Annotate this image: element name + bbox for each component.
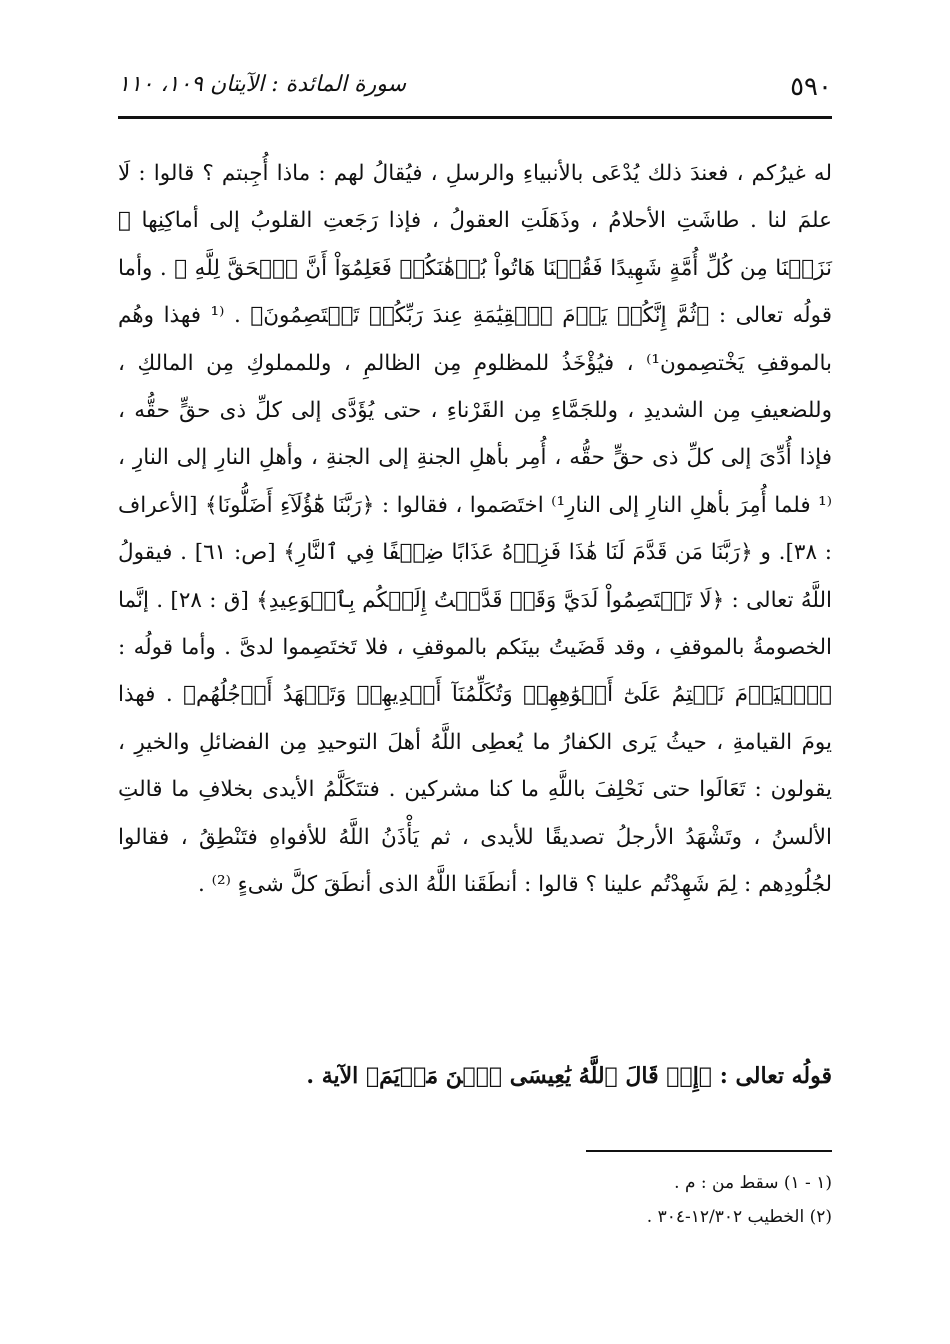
page-header xyxy=(118,62,832,114)
footnote-divider xyxy=(586,1150,832,1152)
footnote-2: (٢) الخطيب ١٢/٣٠٢-٣٠٤ . xyxy=(646,1207,832,1227)
footnote-1: (١ - ١) سقط من : م . xyxy=(674,1173,832,1193)
verse-heading xyxy=(118,1052,832,1100)
body-paragraph: له غيرُكم ، فعندَ ذلك يُدْعَى بالأنبياءِ والرسلِ ، فيُقالُ لهم : ماذا أُجِبتم ؟ قالوا : لَا علمَ لنا . طاشَتِ الأحلامُ ، وذَهَلَتِ العقولُ ، فإذا رَجَعتِ القلوبُ إلى أماكِنِها ﴿ نَزَعۡنَا مِن كُلِّ أُمَّةٍ شَهِيدًا فَقُلۡنَا هَاتُواْ بُرۡهَٰنَكُمۡ فَعَلِمُوٓاْ أَنَّ ٱلۡحَقَّ لِلَّهِ ﴾ . وأما قولُه تعالى : ﴿ثُمَّ إِنَّكُمۡ يَوۡمَ ٱلۡقِيَٰمَةِ عِندَ رَبِّكُمۡ تَخۡتَصِمُونَ﴾ . ⁽¹ فهذا وهُم بالموقفِ يَخْتصِمون¹⁾ ، فيُؤْخَذُ للمظلومِ مِن الظالمِ ، وللمملوكِ مِن المالكِ ، وللضعيفِ مِن الشديدِ ، وللجَمَّاءِ مِن القَرْناءِ ، حتى يُؤَدَّى إلى كلِّ ذى حقٍّ حقُّه ، فإذا أُدِّىَ إلى كلِّ ذى حقٍّ حقُّه ، أُمِر بأهلِ الجنةِ إلى الجنةِ ، وأهلِ النارِ إلى النارِ ، ⁽¹ فلما أُمِرَ بأهلِ النارِ إلى النارِ¹⁾ اختَصَموا ، فقالوا : ﴿رَبَّنَا هَٰٓؤُلَآءِ أَضَلُّونَا﴾ [الأعراف : ٣٨]. و ﴿رَبَّنَا مَن قَدَّمَ لَنَا هَٰذَا فَزِدۡهُ عَذَابًا ضِعۡفًا فِي ٱلنَّارِ﴾ [ص: ٦١] . فيقولُ اللَّهُ تعالى : ﴿لَا تَخۡتَصِمُواْ لَدَيَّ وَقَدۡ قَدَّمۡتُ إِلَيۡكُم بِٱلۡوَعِيدِ﴾ [ق : ٢٨] . إنَّما الخصومةُ بالموقفِ ، وقد قَضَيتُ بينَكم بالموقفِ ، فلا تَختَصِموا لدىَّ . وأما قولُه : ﴿ٱلۡيَوۡمَ نَخۡتِمُ عَلَىٰٓ أَفۡوَٰهِهِمۡ وَتُكَلِّمُنَآ أَيۡدِيهِمۡ وَتَشۡهَدُ أَرۡجُلُهُم﴾ . فهذا يومَ القيامةِ ، حيثُ يَرى الكفارُ ما يُعطِى اللَّهُ أهلَ التوحيدِ مِن الفضائلِ والخيرِ ، يقولون : تَعَالَوا حتى نَحْلِفَ باللَّهِ ما كنا مشركين . فتتَكَلَّمُ الأيدى بخلافِ ما قالتِ الألسنُ ، وتَشْهَدُ الأرجلُ تصديقًا للأيدى ، ثم يَأْذَنُ اللَّهُ للأفواهِ فتَنْطِقُ ، فقالوا لجُلُودِهم : لِمَ شَهِدْتُم علينا ؟ قالوا : أنطَقَنا اللَّهُ الذى أنطَقَ كلَّ شىءٍ ⁽²⁾ . xyxy=(118,161,832,898)
running-title: سورة المائدة : الآيتان ١٠٩، ١١٠ xyxy=(118,72,407,97)
footnotes xyxy=(118,1166,832,1234)
verse-heading-ayah: ﴿إِذۡ قَالَ ٱللَّهُ يَٰعِيسَى ٱبۡنَ مَرۡيَمَ﴾ xyxy=(365,1063,713,1089)
commentary-text xyxy=(118,150,832,909)
header-divider xyxy=(118,116,832,119)
verse-heading-lead: قولُه تعالى : xyxy=(719,1063,832,1089)
verse-heading-trail: الآية . xyxy=(306,1063,359,1089)
page-number: ٥٩٠ xyxy=(790,72,832,102)
